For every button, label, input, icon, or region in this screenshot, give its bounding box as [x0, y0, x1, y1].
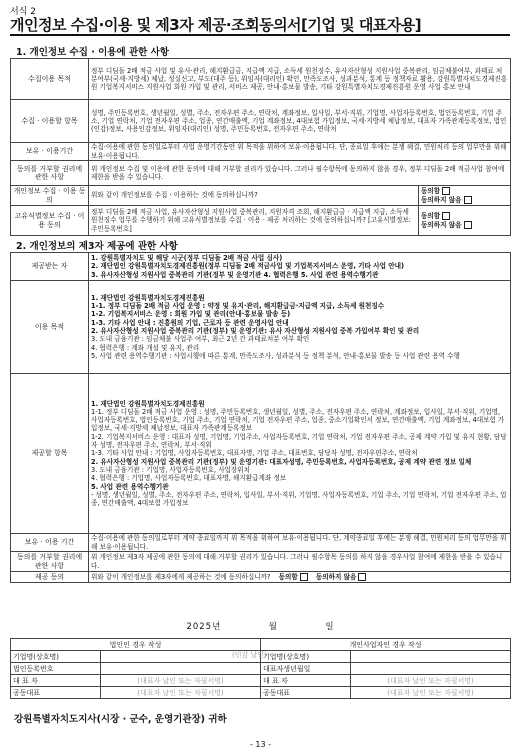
field-label: 기업명(상호명) [11, 651, 101, 663]
field-label: 법인등록번호 [11, 663, 101, 675]
consent-choices [419, 206, 511, 236]
date-line [0, 620, 521, 632]
signature-table [10, 638, 511, 699]
disagree-option[interactable]: 동의하지 않음 [421, 221, 508, 229]
list-item: 1-1. 정부 디딤돌 2배 적금 사업 운영 : 약정 및 유지·관리, 해지환급금·지급액 지급, 소득세 원천징수 [91, 302, 385, 311]
row-text: 성명, 주민등록번호, 생년월일, 성별, 주소, 전자우편 주소, 연락처, 계좌정보, 입사일, 부서·직위, 기업명, 사업자등록번호, 법인등록번호, 기업 주소, 기업 연락처, 기업 전자우편 주소, 업종, 연간매출액, 기업 계좌정보, 4대보험 가입정보, 국세·지방세 체납정보, 대표자 가족관계등록정보, 법인(인감)정보, 사용인감정보, 위임자(대리인) 성명, 주민등록번호, 전자우편 주소, 연락처 [89, 100, 511, 143]
row-text: 수집·이용에 관한 동의일로부터 계약 종료일까지 위 목적을 위하여 보유·이용됩니다. 단, 계약종료일 후에는 분쟁 해결, 민원처리 등의 업무만을 위해 보유·이용됩니다. [89, 534, 511, 552]
section2-table [10, 252, 511, 583]
row-text: 수집·이용에 관한 동의일로부터 사업 운영기간동안 위 목적을 위하여 보유·이용됩니다. 단, 종료일 후에는 분쟁 해결, 민원처리 등의 업무만을 위해 보유·이용됩니다. [89, 143, 511, 161]
checkbox[interactable] [358, 573, 366, 581]
checkbox[interactable] [464, 196, 472, 204]
recipient-footer: 강원특별자치도지사(시장 · 군수, 운영기관장) 귀하 [14, 714, 227, 725]
list-item: 1. 강원특별자치도 및 해당 시군(정부 디딤돌 2배 적금 사업 심사) [91, 254, 283, 263]
row-label: 제공할 항목 [11, 374, 89, 534]
table-row [11, 161, 511, 186]
table-row [11, 552, 511, 572]
row-label: 이용 목적 [11, 281, 89, 374]
list-item: 2. 재단법인 강원특별자치도경제진흥원(정부 디딤돌 2배 적금사업 및 기업복지서비스 운영, 기타 사업 안내) [91, 262, 404, 271]
row-label: 보유 · 이용기간 [11, 143, 89, 161]
day: 일 [325, 622, 335, 632]
indiv-name-field[interactable] [351, 651, 511, 663]
table-row [11, 206, 511, 236]
seal-hint: (인감 날인) [232, 651, 267, 659]
co-ceo-sign-field[interactable]: (대표자 날인 또는 자필서명) [351, 687, 511, 699]
row-label: 동의를 거부할 권리에 관한 사항 [11, 161, 89, 186]
indiv-header: 개인사업자인 경우 작성 [261, 639, 511, 651]
list-item: 1. 재단법인 강원특별자치도경제진흥원 [91, 399, 205, 408]
year: 2025년 [186, 622, 222, 632]
row-label: 제공 동의 [11, 572, 89, 583]
ceo-sign-field[interactable]: (대표자 날인 또는 자필서명) [101, 675, 261, 687]
field-label: 대 표 자 [261, 675, 351, 687]
form-number: 서식 2 [10, 7, 36, 17]
list-item: 5. 사업 관련 용역수행기관 : 사업시행에 따른 통계, 만족도조사, 성과분석 등 정책 분석, 안내·홍보물 발송 등 사업 관련 용역 수행 [91, 351, 460, 360]
list-item: 1-2. 기업복지서비스 운영 : 회원 가입 및 관리(안내·홍보물 발송 등) [91, 310, 291, 319]
table-row [11, 281, 511, 374]
field-label: 대표자생년월일 [261, 663, 351, 675]
consent-question: 위와 같이 개인정보를 제3자에게 제공하는 것에 동의하십니까? [91, 572, 271, 581]
checkbox[interactable] [442, 212, 450, 220]
row-label: 보유 · 이용 기간 [11, 534, 89, 552]
list-item: 3. 유사자산형성 지원사업 중복관리 기관(정부 및 운영기관 4. 협력은행 5. 사업 관련 용역수행기관 [91, 270, 379, 279]
checkbox[interactable] [464, 221, 472, 229]
list-item: 1-3. 기타 사업 안내 : 기업명, 사업자등록번호, 대표자명, 기업 주소, 대표번호, 담당자 성명, 전자우편주소, 연락처 [91, 449, 418, 458]
list-item: 3. 도내 금융기관 : 임금체불 사업주 여부, 최근 2년 간 과태료처분 여부 확인 [91, 335, 310, 344]
row-text: 정부 디딤돌 2배 적금 사업 및 유사·관리, 해지환급금, 지급액 지급, 소득세 원천징수, 유사자산형성 지원사업 중복관리, 임금체불여부, 과태료 처분여부(국세·지방세) 체납, 성실신고, 부도(대주 등), 위임자(대리인) 확인, 만족도조사, 성과분석, 통계 등 정책자료 활용, 강원특별자치도경제진흥원 기업복지서비스 지원사업 회원 가입 및 관리, 서비스 제공, 안내·홍보물 발송, 기타 강원특별자치도경제진흥원 운영 사업 홍보 안내 [89, 59, 511, 100]
corp-reg-field[interactable] [101, 663, 261, 675]
checkbox[interactable] [300, 573, 308, 581]
consent-choices [419, 186, 511, 206]
row-text: 정부 디딤돌 2배 적금 사업, 유사자산형성 지원사업 중복관리, 지원자격 조회, 해지환급금 · 지급액 지급, 소득세 원천징수 업무를 수행하기 위해 고유식별정보를 수집 · 이용 · 제공 처리하는 것에 동의하십니까? [고유식별정보: 주민등록번호] [89, 206, 419, 236]
checkbox[interactable] [442, 187, 450, 195]
table-row [11, 639, 511, 651]
field-label: 대 표 자 [11, 675, 101, 687]
row-label: 개인정보 수집 · 이용 동의 [11, 186, 89, 206]
list-item: 5. 사업 관련 용역수행기관 [91, 482, 169, 491]
agree-option[interactable]: 동의함 [421, 212, 508, 220]
list-item: 4. 협력은행 : 계좌 개설 및 유지, 관리 [91, 343, 200, 352]
row-label: 수집이용 목적 [11, 59, 89, 100]
list-item: 1-2. 기업복지서비스 운영 : 대표자 성명, 기업명, 기업주소, 사업자등록번호, 기업 연락처, 기업 전자우편 주소, 공제 계약 가입 및 유지 현황, 담당자 성명, 전자우편 주소, 연락처, 부서·직위 [91, 432, 507, 450]
table-row [11, 675, 511, 687]
field-label: 공동대표 [11, 687, 101, 699]
list-item: 1-1. 정부 디딤돌 2배 적금 사업 운영 : 성명, 주민등록번호, 생년월일, 성별, 주소, 전자우편 주소, 연락처, 계좌정보, 입사일, 부서·직위, 기업명, 사업자등록번호, 법인등록번호, 기업 주소, 기업 연락처, 기업 전자우편 주소, 업종, 중소기업확인서 정보, 연간매출액, 기업 계좌정보, 4대보험 가입정보, 국세·지방세 체납정보, 대표자 가족관계등록정보 [91, 407, 505, 433]
table-row [11, 100, 511, 143]
table-row [11, 186, 511, 206]
list-item: 2. 유사자산형성 지원사업 중복관리 기관(정부) 및 운영기관: 대표자성명, 주민등록번호, 사업자등록번호, 공제 계약 관련 정보 일체 [91, 457, 472, 466]
co-ceo-sign-field[interactable]: (대표자 날인 또는 자필서명) [101, 687, 261, 699]
row-label: 수집 · 이용할 항목 [11, 100, 89, 143]
title-rule [10, 34, 510, 36]
indiv-birth-field[interactable] [351, 663, 511, 675]
items-list [89, 374, 511, 534]
table-row [11, 143, 511, 161]
table-row [11, 374, 511, 534]
row-label: 고유식별정보 수집 · 이용 동의 [11, 206, 89, 236]
list-item: 3. 도내 금융기관 : 기업명, 사업자등록번호, 사업장위치 [91, 465, 251, 474]
row-label: 동의를 거부할 권리에 관한 사항 [11, 552, 89, 572]
list-item: 1. 재단법인 강원특별자치도경제진흥원 [91, 293, 205, 302]
section2-heading: 2. 개인정보의 제3자 제공에 관한 사항 [16, 241, 178, 252]
table-row [11, 534, 511, 552]
table-row [11, 687, 511, 699]
corp-header: 법인인 경우 작성 [11, 639, 261, 651]
purpose-list [89, 281, 511, 374]
row-text: 위 개인정보 수집 및 이용에 관한 동의에 대해 거부할 권리가 있습니다. 그러나 필수항목에 동의하지 않을 경우, 정부 디딤돌 2배 적금사업 참여에 제한을 받을 수 있습니다. [89, 161, 511, 186]
field-label: 공동대표 [261, 687, 351, 699]
table-row [11, 663, 511, 675]
list-item: 2. 유사자산형성 지원사업 중복관리 기관(정부) 및 운영기관: 유사 자산형성 지원사업 중복 가입여부 확인 및 관리 [91, 327, 420, 335]
list-item: 1-3. 기타 사업 안내 : 진흥원의 기업, 근로자 등 관련 운영사업 안내 [91, 318, 289, 327]
list-item: 4. 협력은행 : 기업명, 사업자등록번호, 대표자명, 해지환급계좌 정보 [91, 474, 287, 483]
row-text: 위 개인정보 제3자 제공에 관한 동의에 대해 거부할 권리가 있습니다. 그러나 필수항목 동의를 하지 않을 경우사업 참여에 제한을 받을 수 있습니다. [89, 552, 511, 572]
table-row [11, 572, 511, 583]
row-label: 제공받는 자 [11, 253, 89, 281]
section1-heading: 1. 개인정보 수집 · 이용에 관한 사항 [16, 47, 169, 58]
table-row [11, 59, 511, 100]
agree-option[interactable]: 동의함 [279, 573, 308, 581]
list-item: - 성명, 생년월일, 성별, 주소, 전자우편 주소, 연락처, 입사일, 부서·직위, 기업명, 사업자등록번호, 기업 주소, 기업 연락처, 기업 전자우편 주소, 업종, 연간매출액, 4대보험 가입정보 [91, 490, 507, 508]
document-title: 개인정보 수집·이용 및 제3자 제공·조회동의서[기업 및 대표자용] [10, 16, 422, 34]
section1-table [10, 58, 511, 236]
disagree-option[interactable]: 동의하지 않음 [316, 573, 367, 581]
agree-option[interactable]: 동의함 [421, 187, 508, 195]
disagree-option[interactable]: 동의하지 않음 [421, 196, 508, 204]
month: 월 [268, 622, 278, 632]
field-label: 기업명(상호명) [261, 651, 351, 663]
ceo-sign-field[interactable]: (대표자 날인 또는 자필서명) [351, 675, 511, 687]
recipient-list [89, 253, 511, 281]
row-text: 위와 같이 개인정보를 수집 · 이용하는 것에 동의하십니까? [89, 186, 419, 206]
consent-row [89, 572, 511, 583]
table-row [11, 253, 511, 281]
page-number: - 13 - [249, 740, 272, 749]
